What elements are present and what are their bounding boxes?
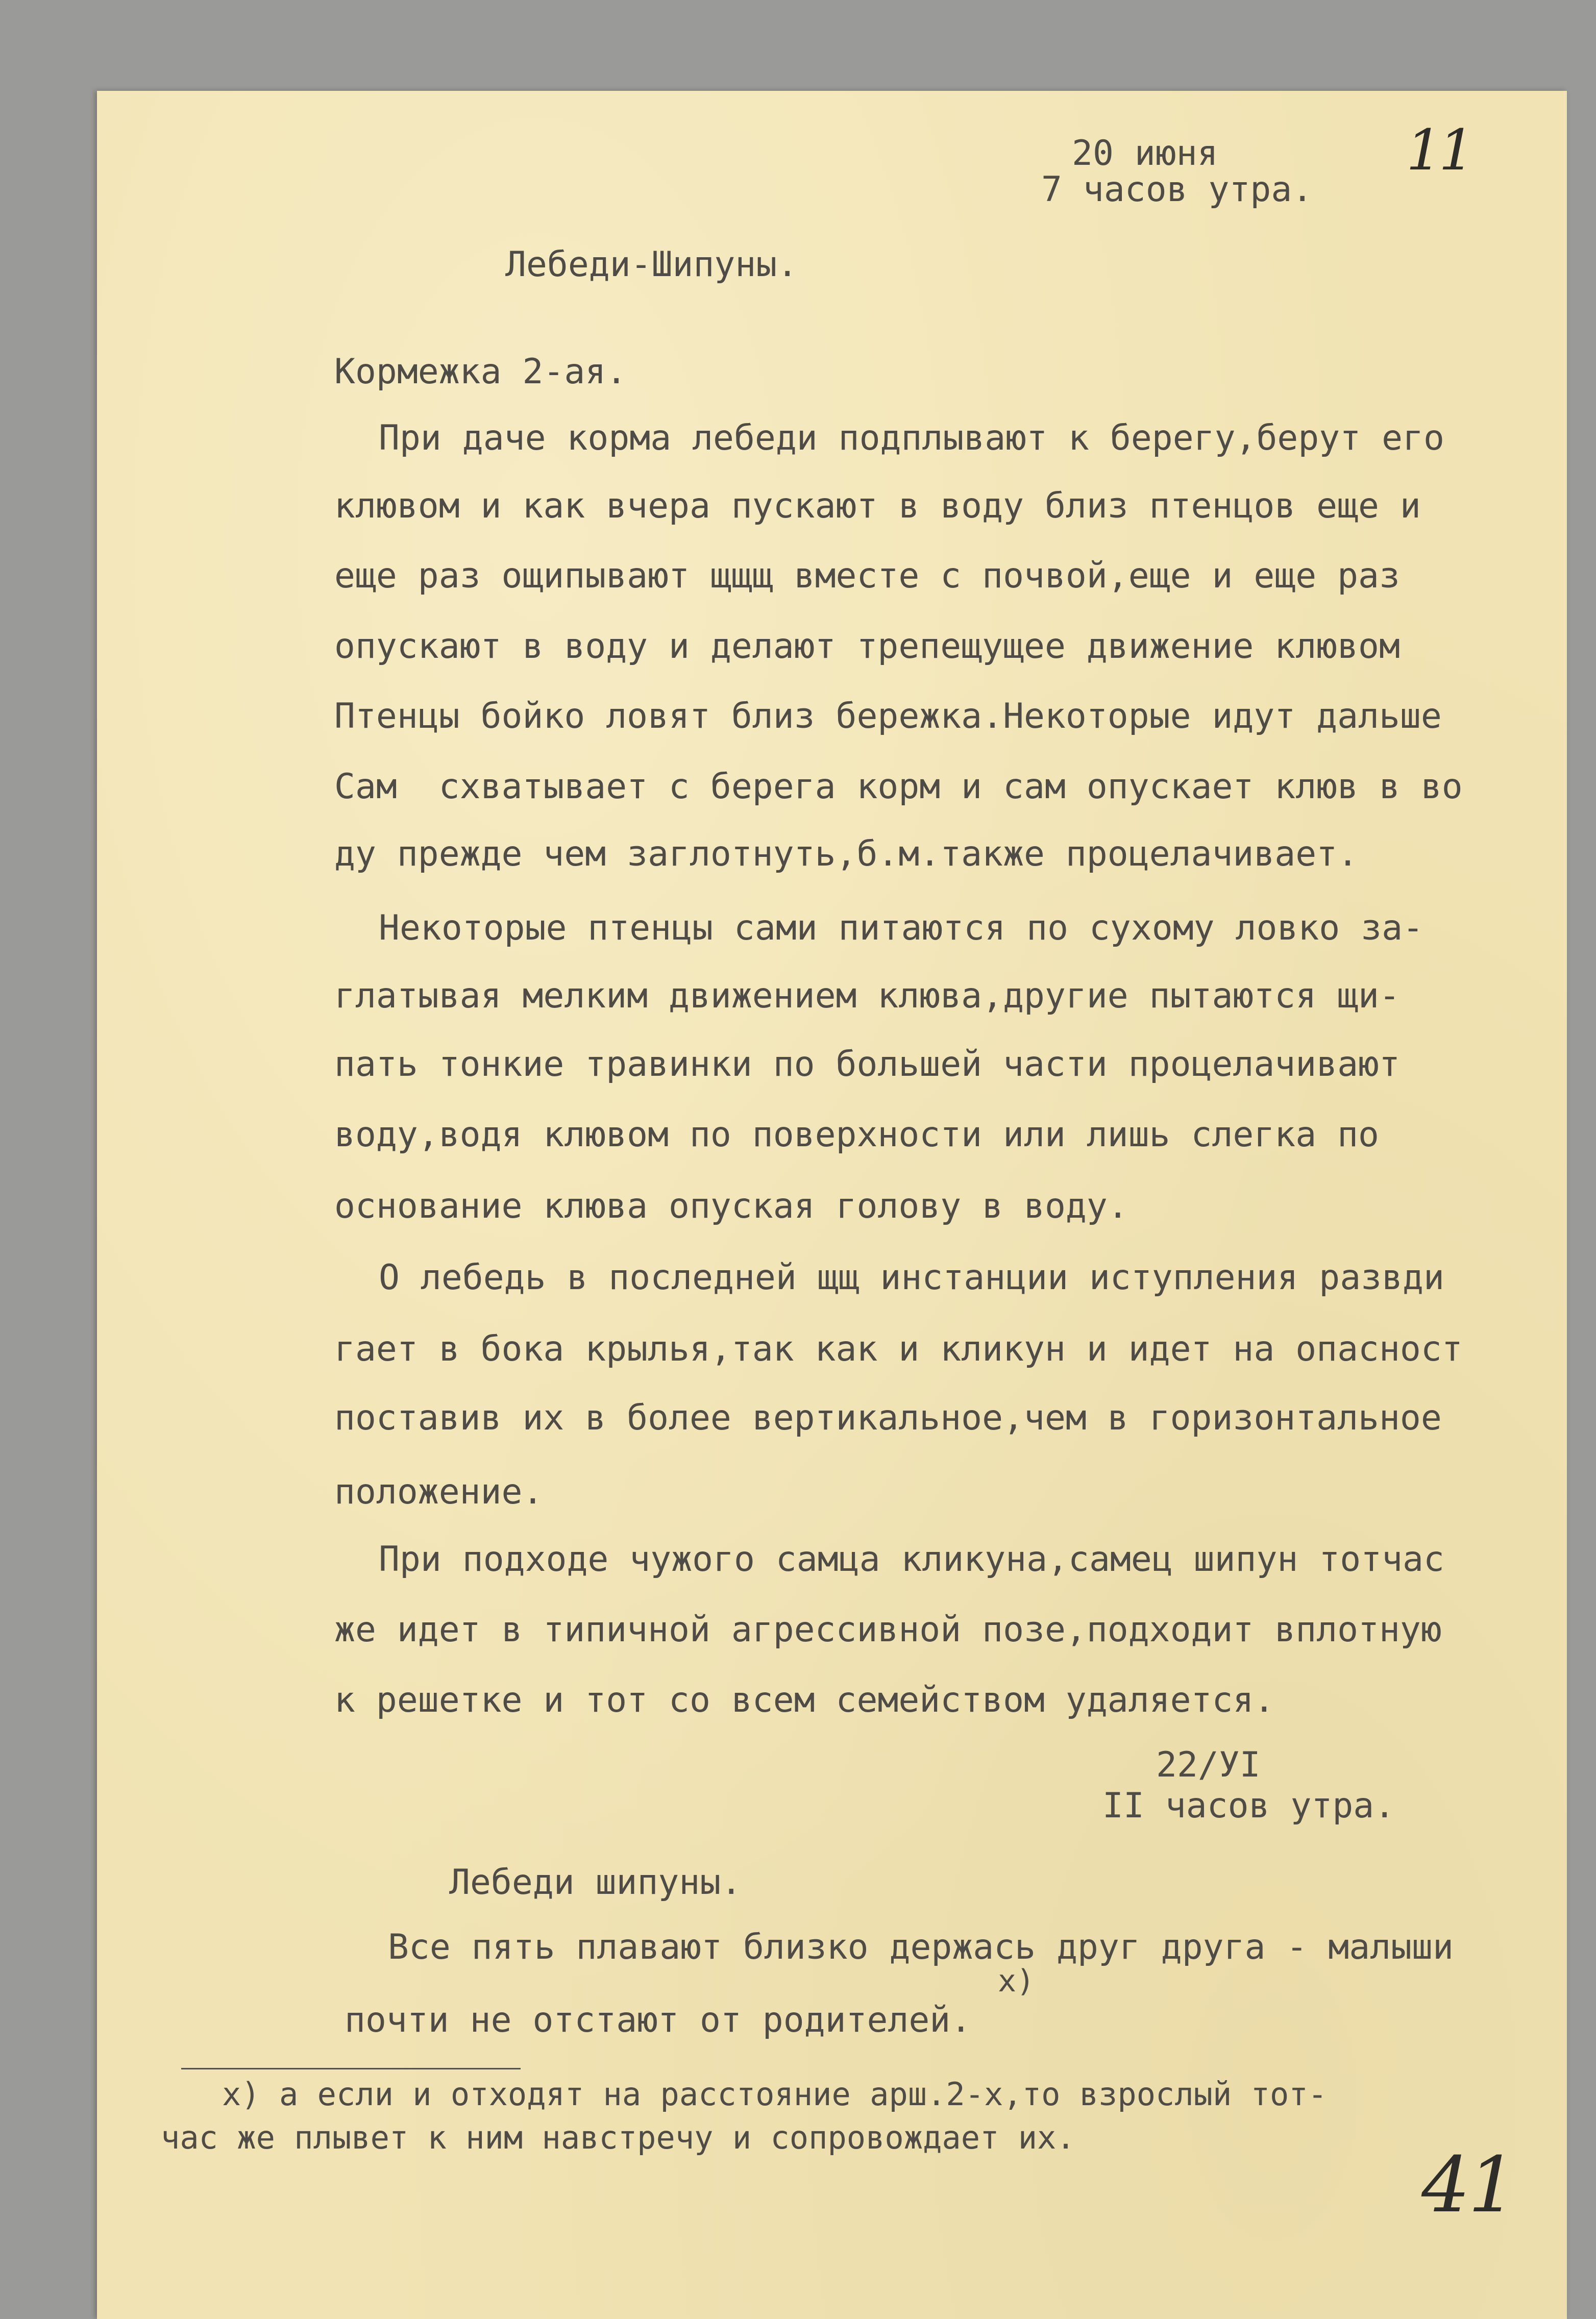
body-line: Птенцы бойко ловят близ бережка.Некоторые идут дальше <box>334 696 1442 736</box>
date2-line-2: II часов утра. <box>1102 1786 1395 1826</box>
body-line: При подходе чужого самца кликуна,самец шипун тотчас <box>379 1539 1444 1580</box>
body-line: основание клюва опуская голову в воду. <box>334 1186 1128 1226</box>
title-1: Лебеди-Шипуны. <box>505 244 798 285</box>
date2-line-1: 22/УI <box>1156 1745 1261 1785</box>
body-line: глатывая мелким движением клюва,другие пытаются щи- <box>334 976 1400 1016</box>
body-line: Некоторые птенцы сами питаются по сухому ловко за- <box>379 908 1423 948</box>
footnote-rule <box>181 2068 521 2069</box>
subtitle-1: Кормежка 2-ая. <box>334 352 627 392</box>
body-line: Сам схватывает с берега корм и сам опускает клюв в во <box>334 767 1463 807</box>
body-line: гает в бока крылья,так как и кликун и идет на опасност <box>334 1329 1463 1369</box>
body-line: к решетке и тот со всем семейством удаляется. <box>334 1680 1275 1720</box>
body-line: пать тонкие травинки по большей части процелачивают <box>334 1044 1400 1084</box>
body-line: При даче корма лебеди подплывают к берегу,берут его <box>379 418 1444 458</box>
footnote-line: х) а если и отходят на расстояние арш.2-х,то взрослый тот- <box>222 2076 1327 2113</box>
sheet-mark: 11 <box>1406 117 1471 183</box>
body-line: клювом и как вчера пускают в воду близ птенцов еще и <box>334 486 1421 526</box>
body-line: опускают в воду и делают трепещущее движение клювом <box>334 626 1400 667</box>
body2-line: почти не отстают от родителей. <box>345 2000 972 2040</box>
body-line: воду,водя клювом по поверхности или лишь слегка по <box>334 1115 1379 1155</box>
date-line-1: 20 июня <box>1072 133 1218 174</box>
footnote-line: час же плывет к ним навстречу и сопровождает их. <box>161 2119 1075 2156</box>
body-line: поставив их в более вертикальное,чем в горизонтальное <box>334 1398 1442 1438</box>
page-number: 41 <box>1421 2141 1515 2230</box>
footnote-marker: х) <box>998 1963 1035 1999</box>
body2-line: Все пять плавают близко держась друг друга - малыши <box>388 1927 1454 1967</box>
title-2: Лебеди шипуны. <box>449 1862 742 1903</box>
body-line: еще раз ощипывают щщщ вместе с почвой,еще и еще раз <box>334 556 1400 596</box>
body-line: же идет в типичной агрессивной позе,подходит вплотную <box>334 1610 1442 1650</box>
date-line-2: 7 часов утра. <box>1041 169 1313 210</box>
body-line: О лебедь в последней щщ инстанции иступления развди <box>379 1257 1444 1298</box>
body-line: ду прежде чем заглотнуть,б.м.также процелачивает. <box>334 834 1359 874</box>
body-line: положение. <box>334 1472 544 1512</box>
